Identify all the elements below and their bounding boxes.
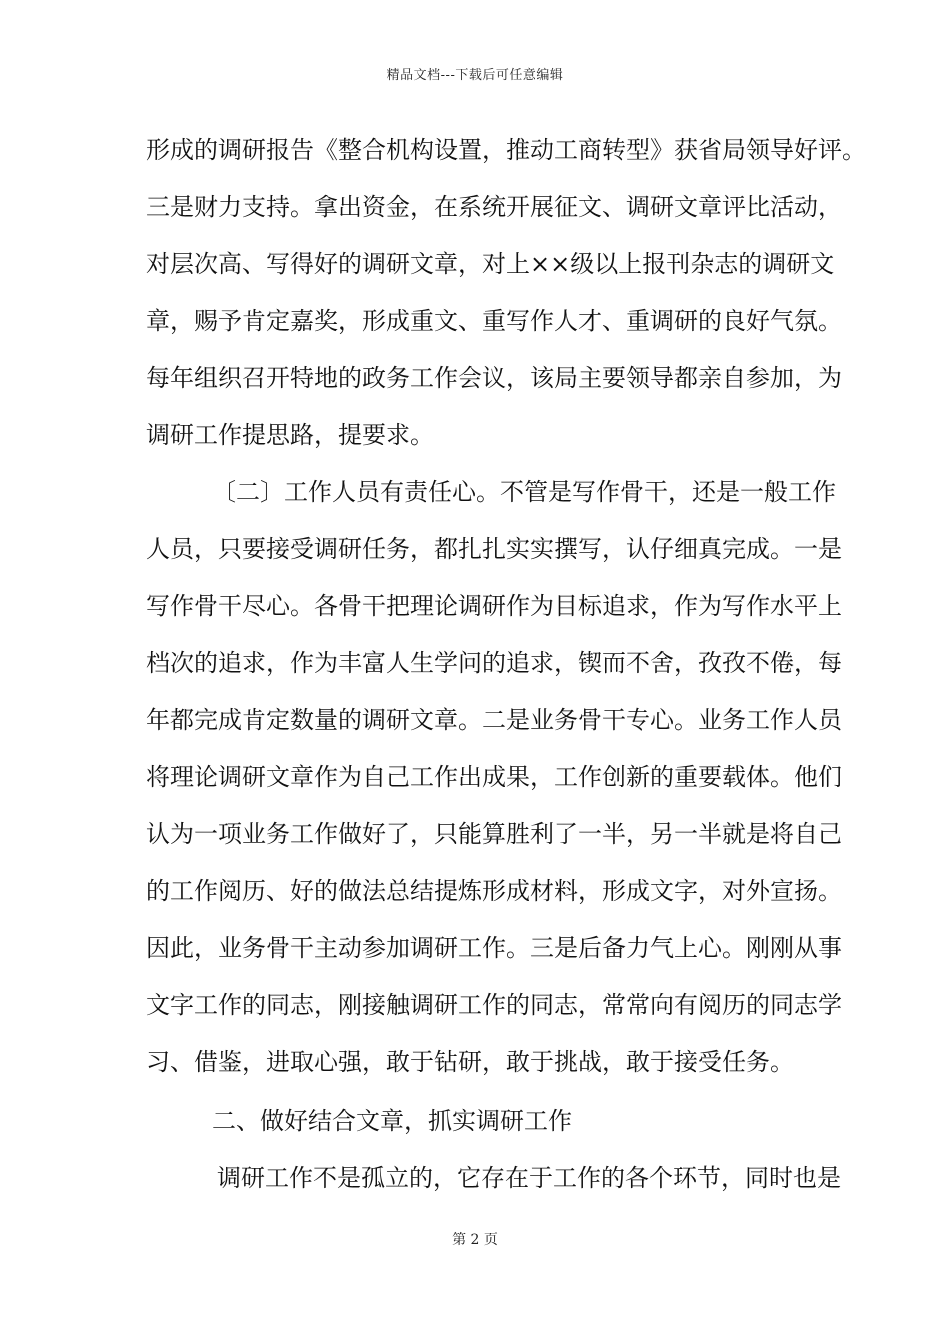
- body-line: 习、借鉴，进取心强，敢于钻研，敢于挑战，敢于接受任务。: [146, 1048, 794, 1076]
- body-line: 档次的追求，作为丰富人生学问的追求，锲而不舍，孜孜不倦，每: [146, 649, 842, 677]
- body-line: 调研工作提思路，提要求。: [146, 421, 434, 449]
- body-line: 将理论调研文章作为自己工作出成果，工作创新的重要载体。他们: [146, 763, 842, 791]
- body-line: 文字工作的同志，刚接触调研工作的同志，常常向有阅历的同志学: [146, 991, 842, 1019]
- body-line: 因此，业务骨干主动参加调研工作。三是后备力气上心。刚刚从事: [146, 934, 842, 962]
- body-line: 认为一项业务工作做好了，只能算胜利了一半，另一半就是将自己: [146, 820, 842, 848]
- body-line: 调研工作不是孤立的，它存在于工作的各个环节，同时也是: [217, 1164, 841, 1192]
- body-line: 三是财力支持。拿出资金，在系统开展征文、调研文章评比活动，: [146, 193, 842, 221]
- body-line: 年都完成肯定数量的调研文章。二是业务骨干专心。业务工作人员: [146, 706, 842, 734]
- body-line: 每年组织召开特地的政务工作会议，该局主要领导都亲自参加，为: [146, 364, 842, 392]
- body-line: 人员，只要接受调研任务，都扎扎实实撰写，认仔细真完成。一是: [146, 535, 842, 563]
- body-line: 写作骨干尽心。各骨干把理论调研作为目标追求，作为写作水平上: [146, 592, 842, 620]
- page-number: 第 2 页: [452, 1232, 498, 1248]
- section-heading: 二、做好结合文章，抓实调研工作: [212, 1107, 572, 1135]
- body-line: 章，赐予肯定嘉奖，形成重文、重写作人才、重调研的良好气氛。: [146, 307, 842, 335]
- section-heading: 〔二〕工作人员有责任心。不管是写作骨干，还是一般工作: [212, 478, 836, 506]
- body-line: 形成的调研报告《整合机构设置，推动工商转型》获省局领导好评。: [146, 136, 866, 164]
- page-header: 精品文档---下载后可任意编辑: [386, 68, 564, 83]
- body-line: 对层次高、写得好的调研文章，对上××级以上报刊杂志的调研文: [146, 250, 835, 278]
- body-line: 的工作阅历、好的做法总结提炼形成材料，形成文字，对外宣扬。: [146, 877, 842, 905]
